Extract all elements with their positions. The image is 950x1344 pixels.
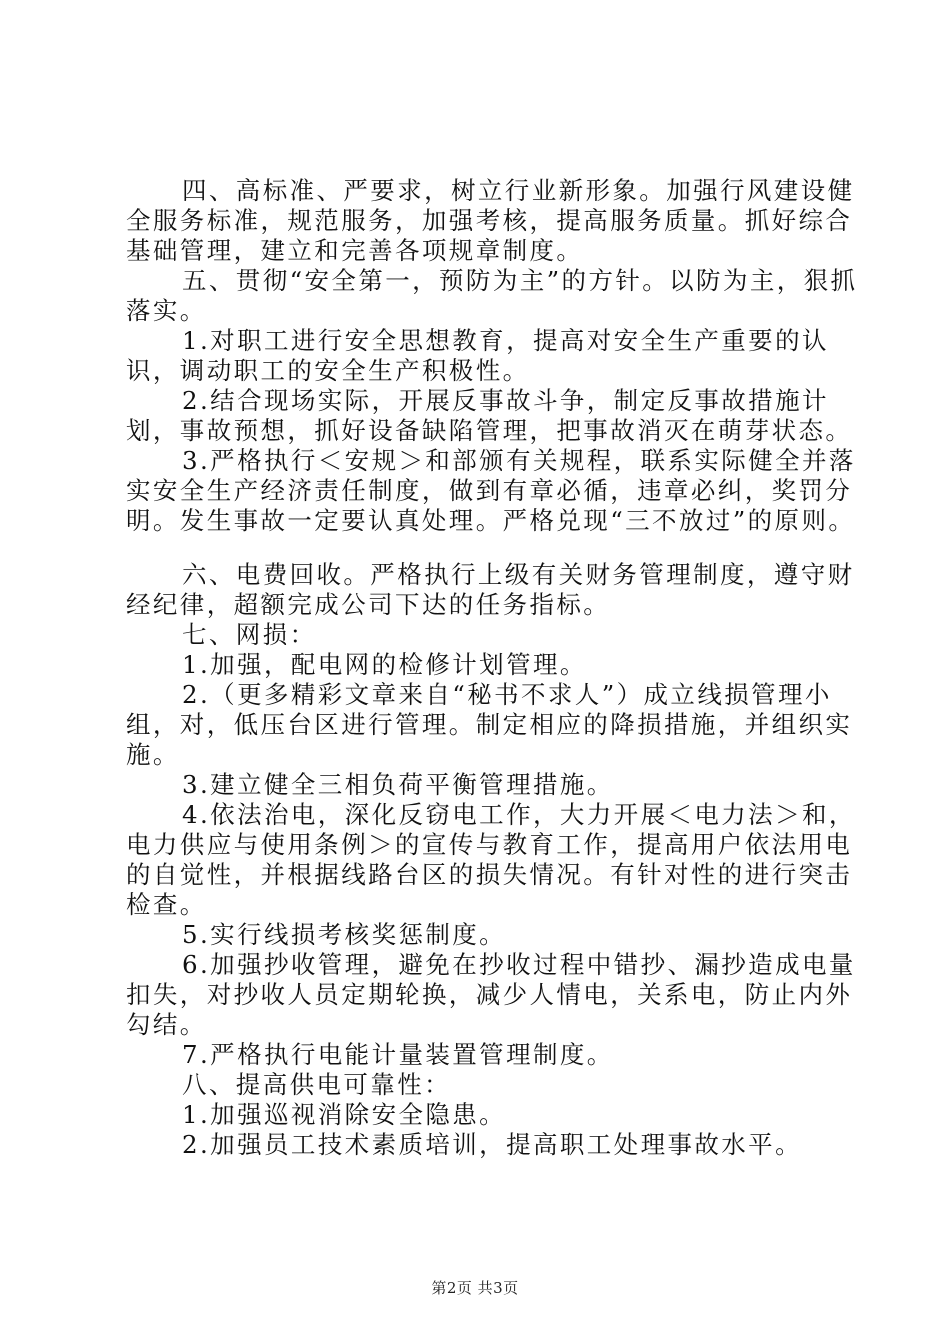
paragraph-gap (126, 536, 858, 560)
paragraph-section-5: 五、贯彻“安全第一，预防为主”的方针。以防为主，狠抓落实。 (126, 266, 858, 325)
paragraph-section-8-item-2: 2.加强员工技术素质培训，提高职工处理事故水平。 (182, 1130, 802, 1159)
paragraph-section-7-item-1: 1.加强，配电网的检修计划管理。 (182, 650, 587, 679)
paragraph-section-5-item-1: 1.对职工进行安全思想教育，提高对安全生产重要的认识，调动职工的安全生产积极性。 (126, 326, 829, 385)
paragraph-section-8: 八、提高供电可靠性： (182, 1070, 451, 1099)
paragraph-section-4: 四、高标准、严要求，树立行业新形象。加强行风建设健全服务标准，规范服务，加强考核，提高服务质量。抓好综合基础管理，建立和完善各项规章制度。 (126, 176, 855, 265)
paragraph-section-5-item-2: 2.结合现场实际，开展反事故斗争，制定反事故措施计划，事故预想，抓好设备缺陷管理，把事故消灭在萌芽状态。 (126, 386, 853, 445)
paragraph-section-7-item-3: 3.建立健全三相负荷平衡管理措施。 (182, 770, 614, 799)
paragraph-section-7-item-2: 2.（更多精彩文章来自“秘书不求人”）成立线损管理小组，对，低压台区进行管理。制定相应的降损措施，并组织实施。 (126, 680, 853, 769)
paragraph-section-5-item-3: 3.严格执行＜安规＞和部颁有关规程，联系实际健全并落实安全生产经济责任制度，做到有章必循，违章必纠，奖罚分明。发生事故一定要认真处理。严格兑现“三不放过”的原则。 (126, 446, 856, 535)
document-body (126, 176, 858, 1160)
paragraph-section-7-item-5: 5.实行线损考核奖惩制度。 (182, 920, 507, 949)
paragraph-section-7-item-7: 7.严格执行电能计量装置管理制度。 (182, 1040, 614, 1069)
page-number-footer: 第2页 共3页 (431, 1279, 519, 1297)
paragraph-section-6: 六、电费回收。严格执行上级有关财务管理制度，遵守财经纪律，超额完成公司下达的任务指标。 (126, 560, 855, 619)
paragraph-section-7-item-4: 4.依法治电，深化反窃电工作，大力开展＜电力法＞和，电力供应与使用条例＞的宣传与教育工作，提高用户依法用电的自觉性，并根据线路台区的损失情况。有针对性的进行突击检查。 (126, 800, 856, 919)
paragraph-section-7-item-6: 6.加强抄收管理，避免在抄收过程中错抄、漏抄造成电量扣失，对抄收人员定期轮换，减少人情电，关系电，防止内外勾结。 (126, 950, 856, 1039)
paragraph-section-8-item-1: 1.加强巡视消除安全隐患。 (182, 1100, 507, 1129)
paragraph-section-7: 七、网损： (182, 620, 317, 649)
